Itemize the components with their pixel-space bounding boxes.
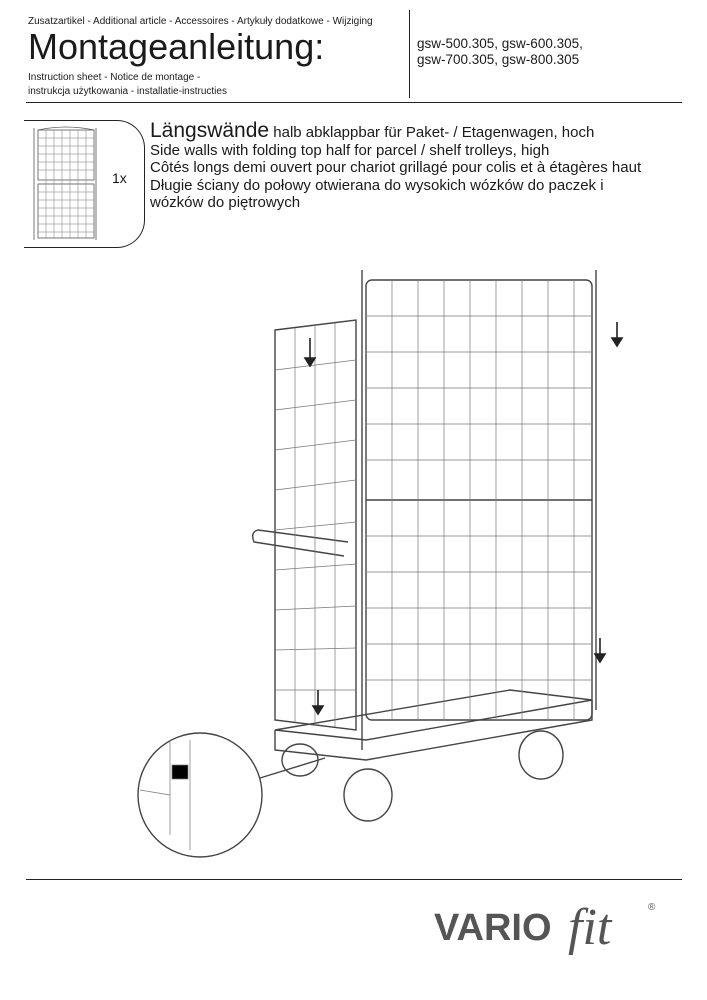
part-title-de	[150, 119, 695, 142]
side-wall-thumbnail	[30, 126, 100, 244]
registered-mark: ®	[648, 902, 656, 913]
part-title-pl-line1: Długie ściany do połowy otwierana do wysokich wózków do paczek i	[150, 176, 604, 194]
variant-line: gsw-700.305, gsw-800.305	[417, 52, 580, 67]
part-title-pl-line2: wózków do piętrowych	[150, 194, 301, 211]
footer-divider	[26, 879, 682, 880]
variant-line: gsw-500.305, gsw-600.305,	[417, 36, 583, 51]
logo-text-fit: fit	[568, 899, 612, 956]
part-quantity: 1x	[112, 170, 127, 186]
logo-text-vario: VARIO	[434, 907, 552, 949]
trolley-assembly-illustration	[130, 260, 650, 860]
part-description	[150, 119, 695, 212]
page-title: Montageanleitung:	[28, 26, 325, 67]
header-subtitle-line2: instrukcja użytkowania - installatie-instructies	[28, 86, 227, 97]
part-title-fr: Côtés longs demi ouvert pour chariot grillagé pour colis et à étagères haut	[150, 159, 642, 176]
header-vertical-divider	[409, 10, 410, 98]
header-divider	[26, 102, 682, 103]
variant-list	[417, 36, 583, 68]
part-title-de-rest: halb abklappbar für Paket- / Etagenwagen, hoch	[269, 124, 595, 141]
header-subtitle-line1: Instruction sheet - Notice de montage -	[28, 72, 201, 83]
part-title-de-main: Längswände	[150, 119, 270, 142]
variofit-logo	[434, 888, 664, 958]
part-title-en: Side walls with folding top half for parcel / shelf trolleys, high	[150, 141, 550, 159]
header-subtitle-languages: Zusatzartikel - Additional article - Accessoires - Artykuły dodatkowe - Wijziging	[28, 16, 373, 27]
